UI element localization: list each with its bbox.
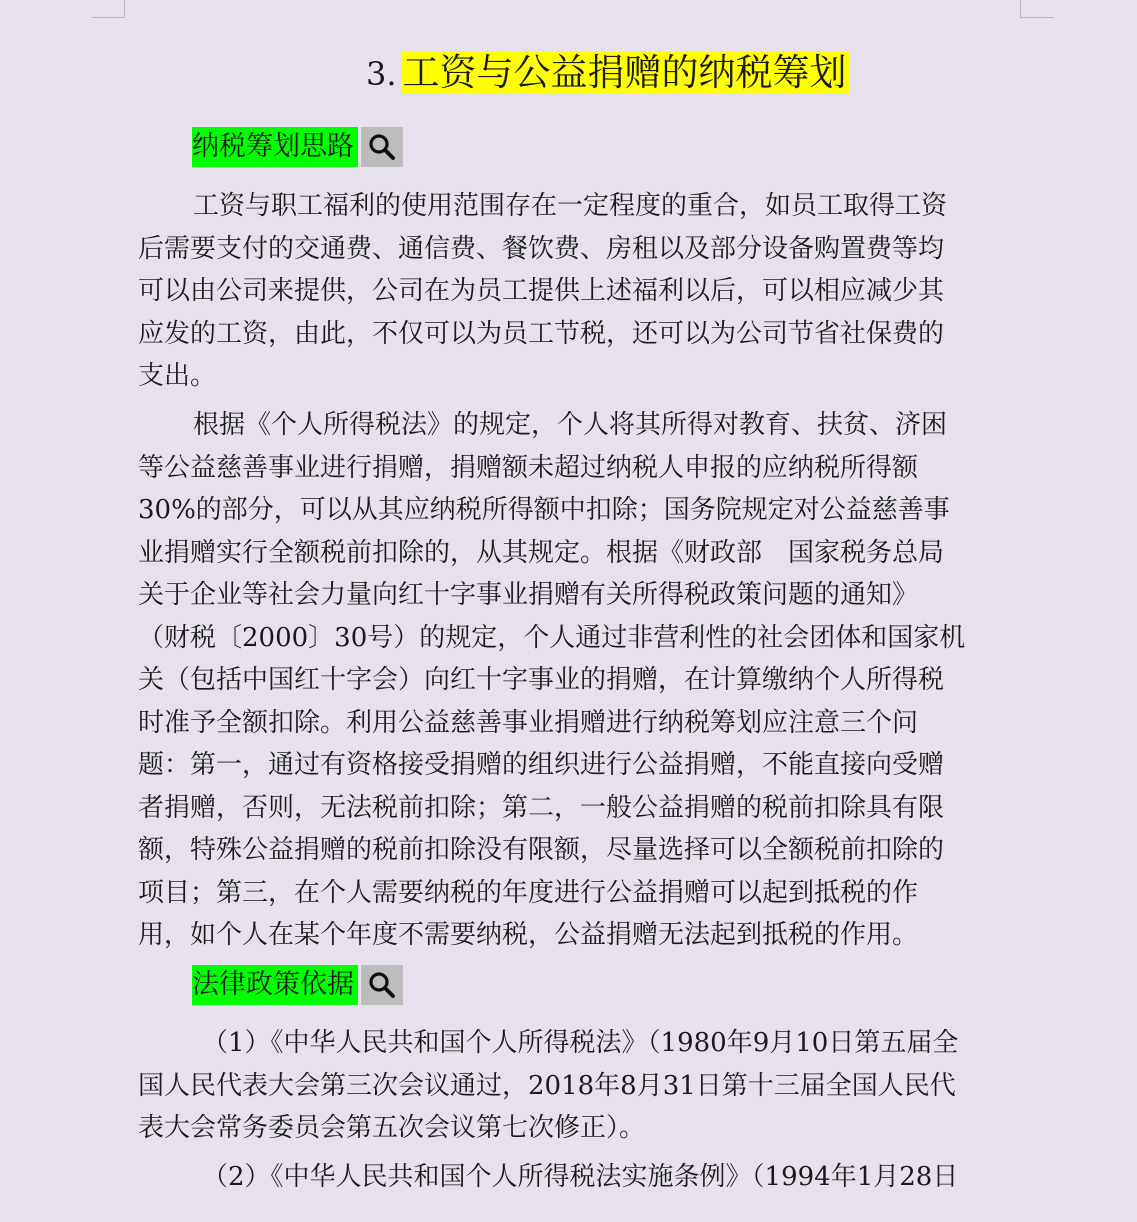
paragraph-line: 等公益慈善事业进行捐赠，捐赠额未超过纳税人申报的应纳税所得额 xyxy=(138,452,919,483)
page-corner-mark-top-right xyxy=(1020,0,1054,18)
paragraph-line: 国人民代表大会第三次会议通过，2018年8月31日第十三届全国人民代 xyxy=(138,1070,956,1101)
paragraph-line: 可以由公司来提供，公司在为员工提供上述福利以后，可以相应减少其 xyxy=(138,276,945,306)
paragraph-line: （1）《中华人民共和国个人所得税法》（1980年9月10日第五届全 xyxy=(202,1028,959,1058)
paragraph-donation xyxy=(138,404,1008,957)
section-heading-tax-planning xyxy=(192,127,403,167)
title-number: 3. xyxy=(366,55,397,93)
paragraph-line: 根据《个人所得税法》的规定，个人将其所得对教育、扶贫、济困 xyxy=(193,410,948,440)
paragraph-line: 题：第一，通过有资格接受捐赠的组织进行公益捐赠，不能直接向受赠 xyxy=(138,750,945,780)
search-icon[interactable] xyxy=(361,127,403,167)
title-text: 工资与公益捐赠的纳税筹划 xyxy=(402,51,847,94)
page-title xyxy=(366,48,849,99)
law-reference-2 xyxy=(138,1156,1008,1199)
paragraph-line: 表大会常务委员会第五次会议第七次修正）。 xyxy=(138,1113,646,1143)
paragraph-line: （财税〔2000〕30号）的规定，个人通过非营利性的社会团体和国家机 xyxy=(138,622,966,653)
paragraph-line: 时准予全额扣除。利用公益慈善事业捐赠进行纳税筹划应注意三个问 xyxy=(138,707,919,738)
paragraph-line: 关于企业等社会力量向红十字事业捐赠有关所得税政策问题的通知》 xyxy=(138,580,919,610)
section-heading-legal-basis xyxy=(192,965,403,1005)
paragraph-line: 项目；第三，在个人需要纳税的年度进行公益捐赠可以起到抵税的作 xyxy=(138,877,919,908)
paragraph-line: 业捐赠实行全额税前扣除的，从其规定。根据《财政部 国家税务总局 xyxy=(138,537,945,568)
paragraph-line: 者捐赠，否则，无法税前扣除；第二，一般公益捐赠的税前扣除具有限 xyxy=(138,792,945,823)
page-corner-mark-top-left xyxy=(92,0,125,18)
law-reference-1 xyxy=(138,1022,1008,1150)
paragraph-welfare xyxy=(138,185,1008,398)
paragraph-line: 后需要支付的交通费、通信费、餐饮费、房租以及部分设备购置费等均 xyxy=(138,233,945,264)
paragraph-line: 30%的部分，可以从其应纳税所得额中扣除；国务院规定对公益慈善事 xyxy=(138,495,950,525)
paragraph-line: 关（包括中国红十字会）向红十字事业的捐赠，在计算缴纳个人所得税 xyxy=(138,665,945,695)
paragraph-line: 支出。 xyxy=(138,361,217,391)
paragraph-line: （2）《中华人民共和国个人所得税法实施条例》（1994年1月28日 xyxy=(202,1162,959,1192)
section-heading-label: 纳税筹划思路 xyxy=(192,127,358,167)
paragraph-line: 工资与职工福利的使用范围存在一定程度的重合，如员工取得工资 xyxy=(193,191,948,221)
paragraph-line: 应发的工资，由此，不仅可以为员工节税，还可以为公司节省社保费的 xyxy=(138,318,945,349)
section-heading-label: 法律政策依据 xyxy=(192,965,358,1005)
paragraph-line: 额，特殊公益捐赠的税前扣除没有限额，尽量选择可以全额税前扣除的 xyxy=(138,835,945,865)
search-icon[interactable] xyxy=(361,965,403,1005)
paragraph-line: 用，如个人在某个年度不需要纳税，公益捐赠无法起到抵税的作用。 xyxy=(138,920,919,950)
